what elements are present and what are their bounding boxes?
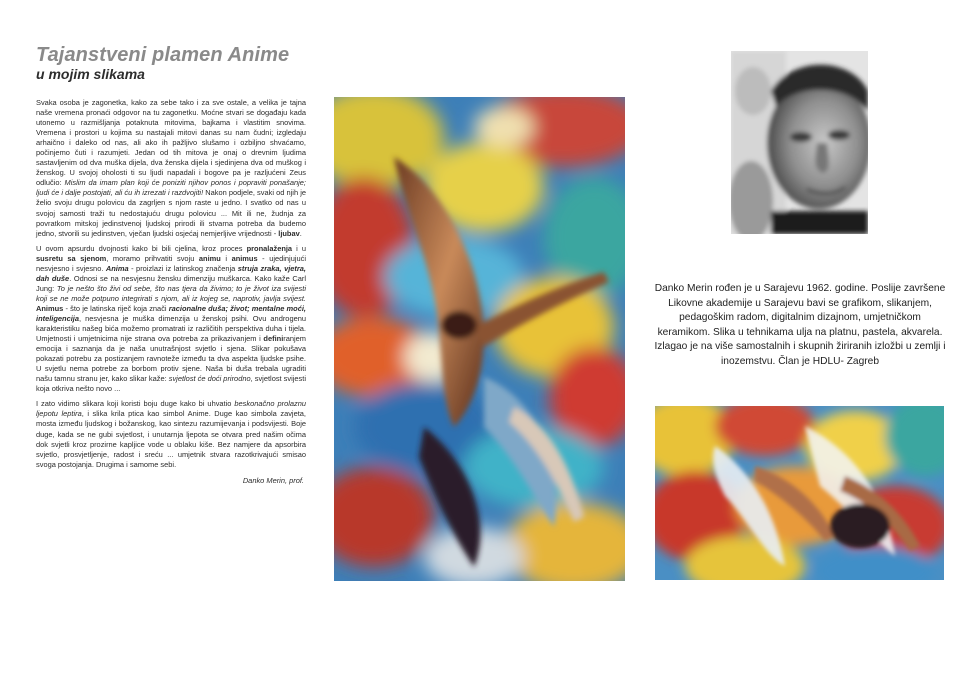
essay-text-run: susretu sa sjenom (36, 253, 107, 263)
essay-text-run: , svjetlost svijesti koja otkriva nešto novo ... (36, 374, 306, 394)
essay-text-run: racionalne duša; život; mentalne moći, inteligencija (36, 303, 306, 323)
small-painting (655, 406, 944, 580)
essay-text-run: - ujedinjujući nesvjesno i svjesno. (36, 253, 306, 273)
essay-text-run: To je nešto što živi od sebe, što nas tjera da živimo; to je život iza svijesti koji se ne može potpuno integrirati s njom, ali iz kojeg se, naprotiv, javlja svijest. (36, 283, 306, 303)
essay-text-run: animus (231, 253, 258, 263)
essay-text-run: , i slika krila ptica kao simbol Anime. Duge kao simbola zavjeta, mosta između ljudskog i božanskog, kao sintezu razumijevanja i podsvijesti. Boje duge, kada se ne gubi svjetlost, i unutarnja ljepota se otvara pred našim očima dok svjetli kroz prozirne kapljice vode u oblaku kiše. Bez namjere da apsorbira svjetlo, prosvjetljenje, radost i sreću ... umjetnik stvara razotkrivajući smisao svoga postojanja. Drugima i samome sebi. (36, 409, 306, 469)
essay-text-run: - proizlazi iz latinskog značenja (128, 263, 238, 273)
essay-text-run: Animus (36, 303, 64, 313)
essay-text-run: Mislim da imam plan koji će poniziti njihov ponos i popraviti ponašanje; ljudi će i dalje postojati, ali ću ih izrezati i razdvojiti! (36, 178, 306, 198)
essay-text-run: defini (263, 334, 284, 344)
essay-text-run: animu (198, 253, 221, 263)
essay-text-run: . (299, 228, 302, 238)
essay-text-run: , moramo prihvatiti svoju (106, 253, 199, 263)
painting-figures-rainbow-icon (334, 97, 625, 581)
essay-text-run: pronalaženja (246, 243, 293, 253)
essay-text-run: ranjem emocija i saznanja da je naša unutrašnjost svjetlo i sjena. Slikar pokušava pokazati potrebu za postizanjem ravnoteže između ta dva aspekta ljudske psihe. U svjetlu nema potrebe za borbom protiv sjene. Naša bi duša trebala ugraditi našu tamnu stranu jer, kako slikar kaže: (36, 334, 306, 384)
essay-text-run: I zato vidimo slikara koji koristi boju duge kako bi uhvatio (36, 399, 235, 409)
artist-portrait (731, 51, 868, 234)
essay-text-run: i (220, 253, 232, 263)
artist-portrait-photo-icon (731, 51, 868, 234)
essay-text-run: beskonačno prolaznu ljepotu leptira (36, 399, 306, 419)
article-subtitle: u mojim slikama (36, 66, 145, 82)
essay-text-run: i u (292, 243, 307, 253)
essay-text (36, 98, 306, 491)
essay-text-run: . Odnosi se na nesvjesnu žensku dimenziju muškarca. Kako kaže Carl Jung: (36, 273, 306, 293)
essay-text-run: ljubav (278, 228, 300, 238)
essay-text-run: , nesvjesna je muška dimenzija u ženskoj psihi. Ovu androgenu karakteristiku našeg bića možemo promatrati iz različitih perspektiva duha i tijela. Umjetnosti i umjetnicima nije strana ova potreba za prikazivanjem i (36, 313, 306, 344)
essay-text-run: U ovom apsurdu dvojnosti kako bi bili cjelina, kroz proces (36, 243, 247, 253)
artist-bio: Danko Merin rođen je u Sarajevu 1962. godine. Poslije završene Likovne akademije u Sarajevu bavi se grafikom, slikanjem, pedagoškim radom, digitalnim dizajnom, umjetničkom keramikom. Slika u tehnikama ulja na platnu, pastela, akvarela. Izlagao je na više samostalnih i skupnih žiriranih izložbi u zemlji i inozemstvu. Član je HDLU- Zagreb (654, 283, 946, 367)
essay-text-run: struja zraka, vjetra, dah duše (36, 263, 306, 283)
article-title: Tajanstveni plamen Anime (36, 44, 290, 66)
essay-text-run: Svaka osoba je zagonetka, kako za sebe tako i za sve ostale, a velika je tajna naše vremena pronaći odgovor na tu zagonetku. Moćne stvari se događaju kada utonemo u razmišljanja potaknuta mitovima, bajkama i vlastitim snovima. Vremena i prostori u kojima su nastajali mitovi danas su nam čudni; izgledaju arhaično i daleko od nas, ali ako ih pažljivo slušamo i ozbiljno shvaćamo, počinjemo čuti i razumjeti. Jedan od tih mitova je onaj o drevnim ljudima sastavljenim od dva muška dijela, dva ženska dijela i sjedinjena dva od muškog i ženskog. U svojoj oholosti ti su ljudi napadali i bogove pa je razljućeni Zeus odlučio: (36, 98, 306, 188)
essay-text-run: - što je latinska riječ koja znači (63, 303, 169, 313)
essay-paragraph (36, 244, 306, 395)
essay-text-run: Nakon podjele, svaki od njih je želio svoju drugu polovicu da zagrljen s njom raste u jedno. I svatko od nas u svojoj samosti traži tu nedostajuću drugu polovicu ... Mit ili ne, žudnja za povratkom mitskoj jedinstvenoj ljudskoj prirodi ili stvarna potreba da budemo jedno, stvorili su jedinstven, vječan ljudski osjećaj nemjerljive vrijednosti - (36, 188, 306, 238)
essay-text-run: Anima (105, 263, 129, 273)
painting-winged-figures-icon (655, 406, 944, 580)
essay-paragraph (36, 98, 306, 239)
main-painting (334, 97, 625, 581)
signature: Danko Merin, prof. (242, 475, 304, 485)
essay-text-run: svjetlost će doći prirodno (168, 374, 251, 384)
essay-paragraph (36, 399, 306, 469)
